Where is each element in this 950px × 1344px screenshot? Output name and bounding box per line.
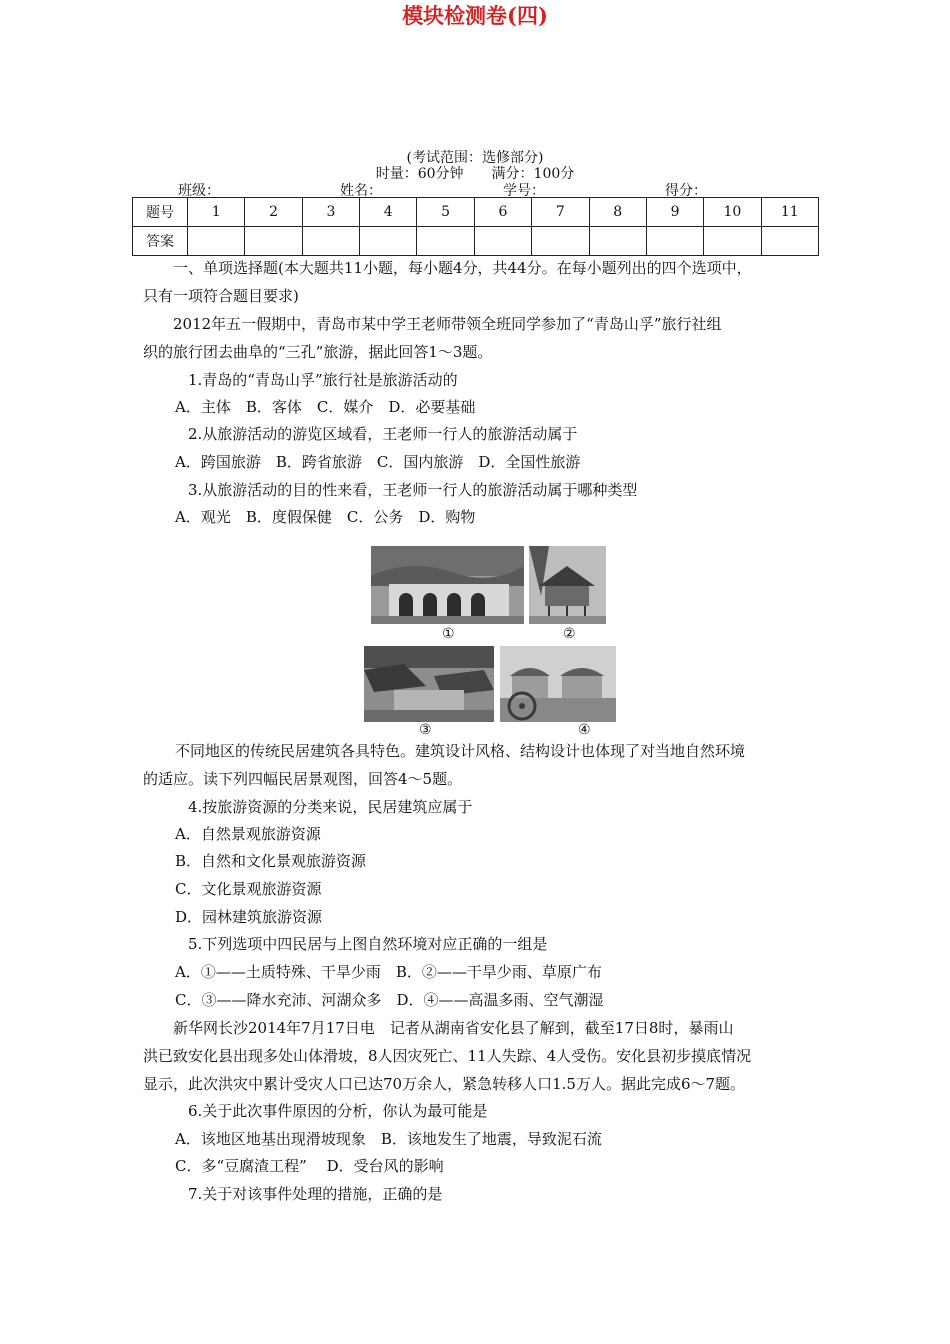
passage3-line3: 显示，此次洪灾中累计受灾人口已达70万余人，紧急转移人口1.5万人。据此完成6～7题。 bbox=[143, 1075, 746, 1093]
question-number-cell: 11 bbox=[761, 198, 818, 227]
question-5-options-line1: A．①——土质特殊、干旱少雨 B．②——干旱少雨、草原广布 bbox=[175, 963, 602, 981]
question-4-stem: 4.按旅游资源的分类来说，民居建筑应属于 bbox=[188, 798, 473, 816]
section-instructions-line2: 只有一项符合题目要求) bbox=[143, 287, 299, 305]
answer-cell[interactable] bbox=[474, 227, 531, 256]
question-1-options: A．主体 B．客体 C．媒介 D．必要基础 bbox=[175, 398, 476, 416]
question-4-option-c: C．文化景观旅游资源 bbox=[175, 880, 322, 898]
name-label: 姓名： bbox=[340, 183, 382, 199]
exam-time-score: 时量：60分钟 满分：100分 bbox=[375, 166, 575, 182]
answer-cell[interactable] bbox=[704, 227, 761, 256]
answer-table bbox=[132, 197, 819, 256]
answer-cell[interactable] bbox=[245, 227, 302, 256]
question-number-cell: 6 bbox=[474, 198, 531, 227]
dwelling-photo-3 bbox=[364, 646, 494, 722]
question-1-stem: 1.青岛的“青岛山孚”旅行社是旅游活动的 bbox=[188, 371, 458, 389]
answer-cell[interactable] bbox=[589, 227, 646, 256]
student-number-label: 学号： bbox=[503, 183, 545, 199]
answer-cell[interactable] bbox=[646, 227, 703, 256]
question-6-stem: 6.关于此次事件原因的分析，你认为最可能是 bbox=[188, 1102, 488, 1120]
question-number-cell: 2 bbox=[245, 198, 302, 227]
photo-label-3: ③ bbox=[419, 722, 432, 738]
question-number-cell: 3 bbox=[302, 198, 359, 227]
answer-cell[interactable] bbox=[417, 227, 474, 256]
photo-label-4: ④ bbox=[578, 722, 591, 738]
question-3-options: A．观光 B．度假保健 C．公务 D．购物 bbox=[175, 508, 476, 526]
exam-scope: (考试范围：选修部分) bbox=[406, 150, 544, 166]
question-number-row bbox=[133, 198, 819, 227]
question-6-options-line2: C．多“豆腐渣工程” D．受台风的影响 bbox=[175, 1157, 444, 1175]
question-number-cell: 9 bbox=[646, 198, 703, 227]
passage1-line1: 2012年五一假期中，青岛市某中学王老师带领全班同学参加了“青岛山孚”旅行社组 bbox=[173, 315, 722, 333]
answer-cell[interactable] bbox=[302, 227, 359, 256]
answer-cell[interactable] bbox=[188, 227, 245, 256]
passage3-line2: 洪已致安化县出现多处山体滑坡，8人因灾死亡、11人失踪、4人受伤。安化县初步摸底情况 bbox=[143, 1047, 752, 1065]
photo-label-1: ① bbox=[442, 626, 455, 642]
question-4-option-b: B．自然和文化景观旅游资源 bbox=[175, 852, 367, 870]
score-label: 得分： bbox=[665, 183, 707, 199]
question-number-header: 题号 bbox=[133, 198, 188, 227]
question-number-cell: 1 bbox=[188, 198, 245, 227]
question-5-options-line2: C．③——降水充沛、河湖众多 D．④——高温多雨、空气潮湿 bbox=[175, 991, 604, 1009]
passage1-line2: 织的旅行团去曲阜的“三孔”旅游，据此回答1～3题。 bbox=[143, 343, 493, 361]
question-number-cell: 4 bbox=[360, 198, 417, 227]
dwelling-photo-1 bbox=[371, 546, 524, 624]
answer-row bbox=[133, 227, 819, 256]
question-7-stem: 7.关于对该事件处理的措施，正确的是 bbox=[188, 1185, 443, 1203]
question-number-cell: 10 bbox=[704, 198, 761, 227]
dwelling-photo-2 bbox=[529, 546, 606, 624]
exam-title: 模块检测卷(四) bbox=[402, 3, 548, 28]
passage3-line1: 新华网长沙2014年7月17日电 记者从湖南省安化县了解到，截至17日8时，暴雨山 bbox=[173, 1019, 734, 1037]
question-number-cell: 5 bbox=[417, 198, 474, 227]
answer-cell[interactable] bbox=[761, 227, 818, 256]
question-4-option-a: A．自然景观旅游资源 bbox=[175, 825, 321, 843]
question-2-stem: 2.从旅游活动的游览区域看，王老师一行人的旅游活动属于 bbox=[188, 425, 578, 443]
passage2-line2: 的适应。读下列四幅民居景观图，回答4～5题。 bbox=[143, 770, 463, 788]
section-instructions-line1: 一、单项选择题(本大题共11小题，每小题4分，共44分。在每小题列出的四个选项中， bbox=[173, 259, 752, 277]
passage2-line1: 不同地区的传统民居建筑各具特色。建筑设计风格、结构设计也体现了对当地自然环境 bbox=[175, 742, 746, 760]
answer-header: 答案 bbox=[133, 227, 188, 256]
question-3-stem: 3.从旅游活动的目的性来看，王老师一行人的旅游活动属于哪种类型 bbox=[188, 481, 638, 499]
question-6-options-line1: A．该地区地基出现滑坡现象 B．该地发生了地震，导致泥石流 bbox=[175, 1130, 602, 1148]
answer-cell[interactable] bbox=[532, 227, 589, 256]
question-4-option-d: D．园林建筑旅游资源 bbox=[175, 908, 323, 926]
question-5-stem: 5.下列选项中四民居与上图自然环境对应正确的一组是 bbox=[188, 935, 548, 953]
question-number-cell: 8 bbox=[589, 198, 646, 227]
question-number-cell: 7 bbox=[532, 198, 589, 227]
dwelling-photo-4 bbox=[500, 646, 616, 722]
answer-cell[interactable] bbox=[360, 227, 417, 256]
class-label: 班级： bbox=[178, 183, 220, 199]
question-2-options: A．跨国旅游 B．跨省旅游 C．国内旅游 D．全国性旅游 bbox=[175, 453, 581, 471]
photo-label-2: ② bbox=[563, 626, 576, 642]
